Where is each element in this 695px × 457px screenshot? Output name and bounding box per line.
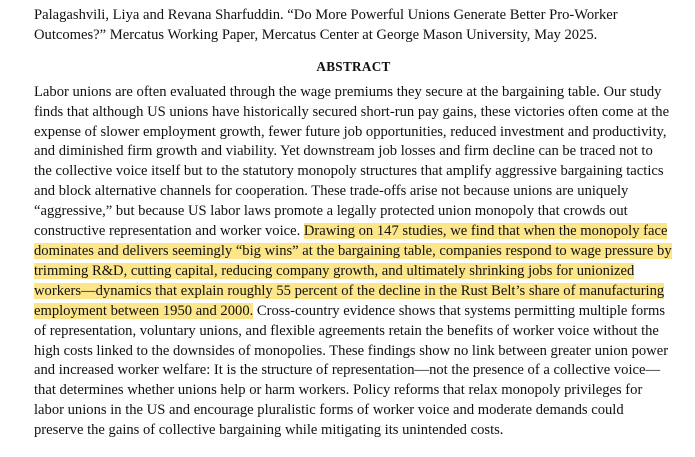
abstract-text-before: Labor unions are often evaluated through the wage premiums they secure at the bargaining table. Our study finds that although US unions have historically secured short-run pay gains, these victories often come at the expense of slower employment growth, fewer future job opportunities, reduced investment and productivity, and diminished firm growth and viability. Yet downstream job losses and firm decline can be traced not to the collective voice itself but to the statutory monopoly structures that amplify aggressive bargaining tactics and block alternative channels for cooperation. These trade-offs arise not because unions are uniquely “aggressive,” but because US labor laws promote a legally protected union monopoly that crowds out constructive representation and worker voice. [34,83,670,240]
abstract-body [34,83,673,441]
highlighted-passage: Drawing on 147 studies, we find that when the monopoly face dominates and delivers seemingly “big wins” at the bargaining table, companies respond to wage pressure by trimming R&D, cutting capital, reducing company growth, and ultimately shrinking jobs for unionized workers—dynamics that explain roughly 55 percent of the decline in the Rust Belt’s share of manufacturing employment between 1950 and 2000. [34,223,672,319]
abstract-text-after: Cross-country evidence shows that systems permitting multiple forms of representation, voluntary unions, and flexible agreements retain the benefits of worker voice without the high costs linked to the downsides of monopolies. These findings show no link between greater union power and increased worker welfare: It is the structure of representation—not the presence of a collective voice—that determines whether unions help or harm workers. Policy reforms that relax monopoly privileges for labor unions in the US and encourage pluralistic forms of worker voice and moderate demands could preserve the gains of collective bargaining while mitigating its unintended costs. [34,302,669,439]
citation: Palagashvili, Liya and Revana Sharfuddin. “Do More Powerful Unions Generate Better Pro-Worker Outcomes?” Mercatus Working Paper, Mercatus Center at George Mason University, May 2025. [34,7,618,43]
abstract-heading: ABSTRACT [316,58,391,74]
